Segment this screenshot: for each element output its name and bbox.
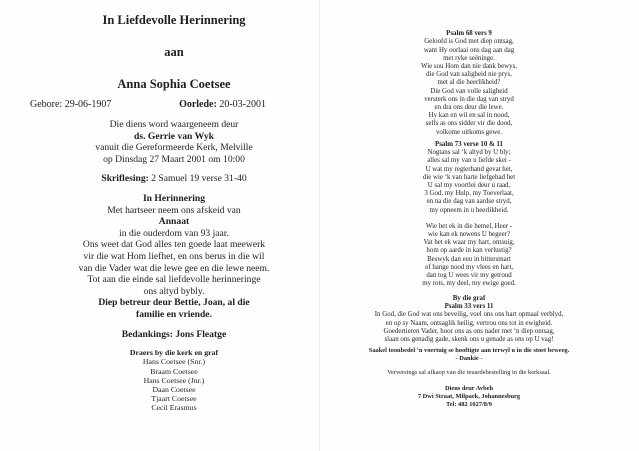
verse-line: Vat het ek waar my hart, ontsuig, [423,239,515,247]
verse-line: Beswyk dan eeu in bittersmart [427,255,511,263]
bearer-name: Hans Coetsee (Snr.) [142,357,206,367]
verse-line: Die God van volle saligheid [430,87,508,95]
bearer-name: Cecil Erasmus [151,403,197,413]
fold-line [319,0,320,451]
memory-line: van die Vader wat die lewe gee en die lewe neem. [78,262,270,274]
service-line: op Dinsdag 27 Maart 2001 om 10:00 [103,153,245,165]
verse-line: en op sy Naam, ontsaglik heilig, vertrou ons tot in ewigheid. [385,319,553,327]
verse-line: die God van saligheid nie prys, [426,71,512,79]
service-line: vanuit die Gereformeerde Kerk, Melville [95,142,253,154]
undertaker-phone: Tel: 482 1027/8/9 [446,401,492,409]
psalm-title: Psalm 33 vers 11 [444,302,494,310]
aan-label: aan [164,45,184,59]
verse-line: U sal my voortlei deur u raad, [427,182,511,190]
died [179,99,266,111]
nickname: Annaat [158,216,190,228]
grief-line: Diep betreur deur Bettie, Joan, al die [98,297,250,309]
thanks: Bedankings: Jons Fleatge [121,328,227,340]
memory-line: ons altyd bybly. [143,285,205,297]
verse-line: hom op aarde in kan verlustig? [426,247,512,255]
grief-line: familie en vriende. [136,308,212,320]
verse-line: dan tog U wees vir my getroud [426,272,512,280]
verse-line: Wie het ek in die hemel, Heer - [425,222,513,230]
verse-line: slaan ons genadig gade, skenk ons u genade as ons op U vag! [384,335,554,343]
dankie: - Dankie - [455,355,483,363]
undertaker-name: Diens deur Avbeh [444,385,494,393]
verse-line: Hy kan en wil en sal in nood, [428,112,510,120]
verse-line: wie kan ek newens U begeer? [427,231,511,239]
psalm-title: Psalm 73 verse 10 & 11 [435,140,503,148]
grave-title: By die graf [452,294,486,302]
verse-line: Geloofd is God met diep ontsag, [424,38,514,46]
verse-line: en dra ons deur die lewe. [434,104,504,112]
memory-block [30,193,318,321]
psalm-title: Psalm 68 vers 9 [446,30,492,37]
verse-line: Nogtans sal ‘k altyd by U bly; [427,149,511,157]
born-date: 29-06-1907 [64,99,112,110]
bearer-name: Braam Coetsee [150,366,198,376]
verse-line: 3 God, my Hulp, my Toeverlaat, [424,190,514,198]
verse-line: alles sal my van u liefde skei - [427,157,511,165]
graveside-psalm [336,295,602,345]
verse-line: my opneem in u heerlikheid. [429,206,509,214]
verse-line: met ryke seëninge. [443,54,495,62]
verse-line: die wie ‘k van harte liefgehad het [422,173,516,181]
verse-line: en na die dag van aardse stryd, [426,198,512,206]
verse-line: volkome uitkoms gewe. [435,128,503,136]
card-heading: In Liefdevolle Herinnering [102,13,246,27]
scripture-reading [30,173,318,185]
verse-line: met al die heerlikheid? [437,79,501,87]
undertaker-address: 7 Dwi Straat, Milpark, Johannesburg [417,393,521,401]
verse-line: Wie sou Hom dan nie dank bewys, [421,63,517,71]
headlights-notice: Saakel toonbedel ‘n voertuig se hooftigte aan terwyl u in die stoet beweeg. [368,347,570,355]
psalm-73 [336,141,602,289]
deceased-name: Anna Sophia Coetsee [117,77,231,91]
born-label: Gebore: [30,99,63,110]
died-date: 20-03-2001 [219,99,266,110]
bearers-heading: Draers by die kerk en graf [129,348,219,358]
memory-line: Ons weet dat God alles ten goede laat meewerk [82,239,266,251]
bearer-name: Daan Coetsee [152,384,196,394]
service-block [30,119,318,165]
memory-line: vir die wat Hom liefhet, en ons berus in die wil [83,250,265,262]
verse-line: In God, die God wat ons beveilig, voel ons ons hart opmaal verblyd, [374,311,564,319]
verse-line: versterk ons in die dag van stryd [424,95,514,103]
right-panel [336,30,602,409]
psalm-68 [336,30,602,137]
bearers-block [30,348,318,412]
memory-heading: In Herinnering [142,192,206,204]
verse-line: selfs as ons sidder vir die dood, [425,120,513,128]
died-label: Oorlede: [179,99,217,110]
memory-line: in die ouderdom van 93 jaar. [119,227,229,239]
verse-line: U wat my regterhand gevat het, [425,165,513,173]
service-line: Die diens word waargeneem deur [109,119,239,130]
bearer-name: Tjaart Coetsee [151,394,197,404]
dates-row [30,99,318,111]
reading-text: 2 Samuel 19 verse 31-40 [151,173,247,185]
verse-line: Goedertieren Vader, hoor ons as ons nader met ‘n diep ontsag, [383,327,555,335]
reading-label: Skriflesing: [101,173,149,185]
verse-line: want Hy oorlaai ons dag aan dag [423,46,515,54]
memory-line: Met hartseer neem ons afskeid van [107,204,241,216]
verse-line: my rots, my deel, my ewige goed. [422,280,516,288]
minister-name: ds. Gerrie van Wyk [134,130,214,142]
bearer-name: Hans Coetsee (Jnr.) [143,375,205,385]
memory-line: Tot aan die einde sal liefdevolle herinneringe [87,274,261,286]
verse-line: of hange nood my vlees en hart, [424,263,514,271]
undertaker-block [336,385,602,409]
refreshments-notice: Verversings sal afkaop van die teuardebestelling in die kerksaal. [387,369,551,377]
born [30,99,111,111]
left-panel [30,12,318,413]
